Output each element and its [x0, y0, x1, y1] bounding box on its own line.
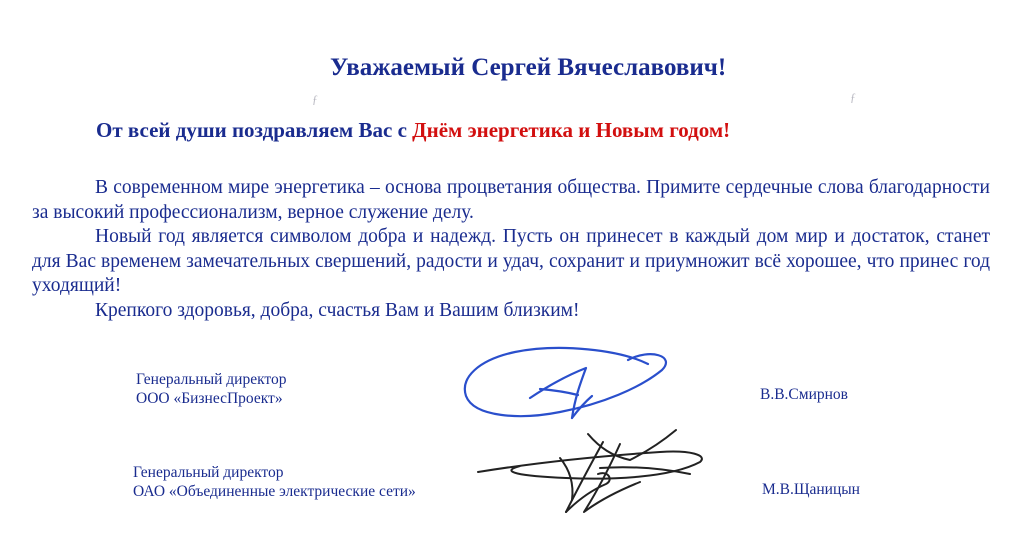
paragraph-wishes: Крепкого здоровья, добра, счастья Вам и Вашим близким!: [95, 299, 580, 321]
congrats-text: От всей души поздравляем Вас с: [96, 118, 413, 142]
signatory-name-1: В.В.Смирнов: [760, 386, 848, 403]
greeting-heading: Уважаемый Сергей Вячеславович!: [330, 54, 727, 81]
signatory-position: Генеральный директор: [133, 464, 284, 481]
signatory-organization: ООО «БизнесПроект»: [136, 389, 283, 407]
signatory-position: Генеральный директор: [136, 371, 287, 388]
paragraph-energy: В современном мире энергетика – основа процветания общества. Примите сердечные слова благодарности за высокий профессионализм, верное служение делу.: [32, 177, 990, 223]
signatory-name-2: М.В.Щаницын: [762, 481, 860, 498]
signatory-organization: ОАО «Объединенные электрические сети»: [133, 482, 416, 500]
signature-smirnov: [465, 348, 666, 418]
congrats-highlight: Днём энергетика и Новым годом!: [412, 118, 731, 142]
scan-speck: ƒ: [850, 90, 856, 104]
scan-speck: ƒ: [312, 92, 318, 106]
signature-shanitsyn: [478, 430, 702, 512]
paragraph-new-year: Новый год является символом добра и надежд. Пусть он принесет в каждый дом мир и достаток, станет для Вас временем замечательных свершений, радости и удач, сохранит и приумножит всё хорошее, что принес год уходящий!: [32, 226, 990, 296]
